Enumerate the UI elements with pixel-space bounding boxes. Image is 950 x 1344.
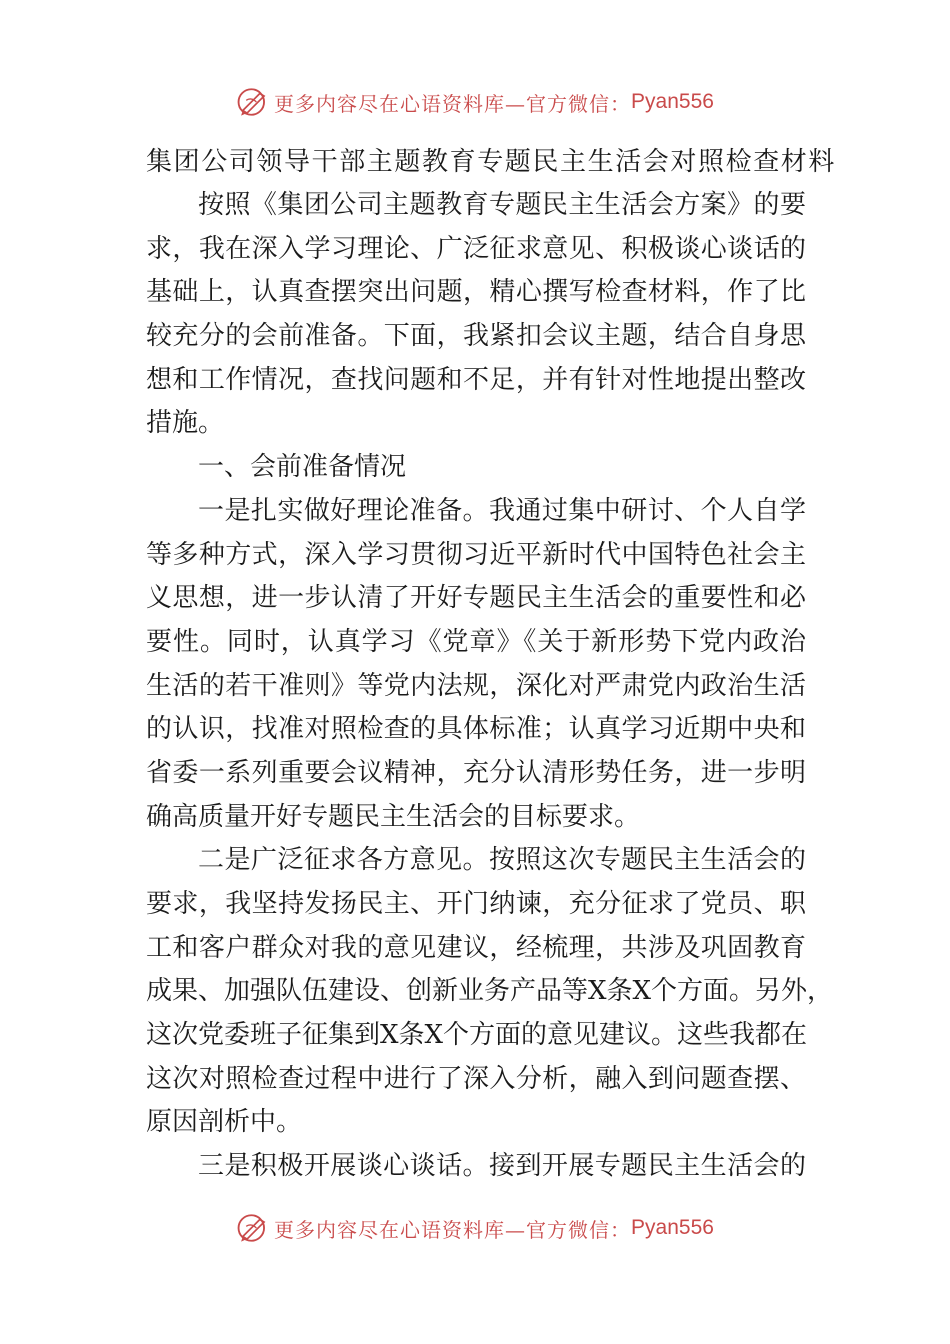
paragraph-line: 的认识，找准对照检查的具体标准；认真学习近期中央和	[146, 714, 806, 745]
paragraph-line: 这次党委班子征集到X条X个方面的意见建议。这些我都在	[146, 1020, 808, 1051]
paragraph-line: 要求，我坚持发扬民主、开门纳谏，充分征求了党员、职	[146, 889, 806, 919]
paragraph-line: 成果、加强队伍建设、创新业务产品等X条X个方面。另外，	[146, 976, 834, 1007]
paragraph-line: 一是扎实做好理论准备。我通过集中研讨、个人自学	[198, 495, 806, 526]
paragraph-line: 三是积极开展谈心谈话。接到开展专题民主生活会的	[198, 1151, 806, 1182]
document-title: 集团公司领导干部主题教育专题民主生活会对照检查材料	[146, 147, 837, 177]
paragraph-line: 省委一系列重要会议精神，充分认清形势任务，进一步明	[146, 757, 806, 788]
paragraph-line: 想和工作情况，查找问题和不足，并有针对性地提出整改	[146, 364, 806, 395]
paragraph-line: 生活的若干准则》等党内法规，深化对严肃党内政治生活	[146, 670, 806, 701]
pen-logo-icon	[236, 1211, 270, 1245]
banner-wechat-id: Pyan556	[631, 1216, 714, 1239]
header-banner	[0, 82, 950, 122]
paragraph-line: 二是广泛征求各方意见。按照这次专题民主生活会的	[198, 845, 806, 876]
paragraph-line: 按照《集团公司主题教育专题民主生活会方案》的要	[198, 190, 806, 220]
paragraph-line: 确高质量开好专题民主生活会的目标要求。	[146, 801, 641, 832]
paragraph-line: 较充分的会前准备。下面，我紧扣会议主题，结合自身思	[146, 321, 806, 352]
paragraph-line: 要性。同时，认真学习《党章》《关于新形势下党内政治	[146, 626, 806, 657]
paragraph-line: 等多种方式，深入学习贯彻习近平新时代中国特色社会主	[146, 539, 806, 570]
paragraph-line: 基础上，认真查摆突出问题，精心撰写检查材料，作了比	[146, 277, 806, 308]
banner-text: 更多内容尽在心语资料库—官方微信：	[274, 1217, 632, 1242]
paragraph-line: 这次对照检查过程中进行了深入分析，融入到问题查摆、	[146, 1063, 806, 1094]
pen-logo-icon	[236, 85, 270, 119]
banner-text: 更多内容尽在心语资料库—官方微信：	[274, 91, 632, 116]
document-body	[146, 140, 837, 1189]
footer-banner	[0, 1208, 950, 1248]
paragraph-line: 义思想，进一步认清了开好专题民主生活会的重要性和必	[146, 583, 806, 614]
section-heading: 一、会前准备情况	[198, 452, 407, 483]
paragraph-line: 求，我在深入学习理论、广泛征求意见、积极谈心谈话的	[146, 233, 806, 264]
paragraph-line: 措施。	[146, 408, 225, 439]
paragraph-line: 原因剖析中。	[146, 1107, 303, 1138]
banner-wechat-id: Pyan556	[631, 90, 714, 113]
paragraph-line: 工和客户群众对我的意见建议，经梳理，共涉及巩固教育	[146, 932, 806, 963]
